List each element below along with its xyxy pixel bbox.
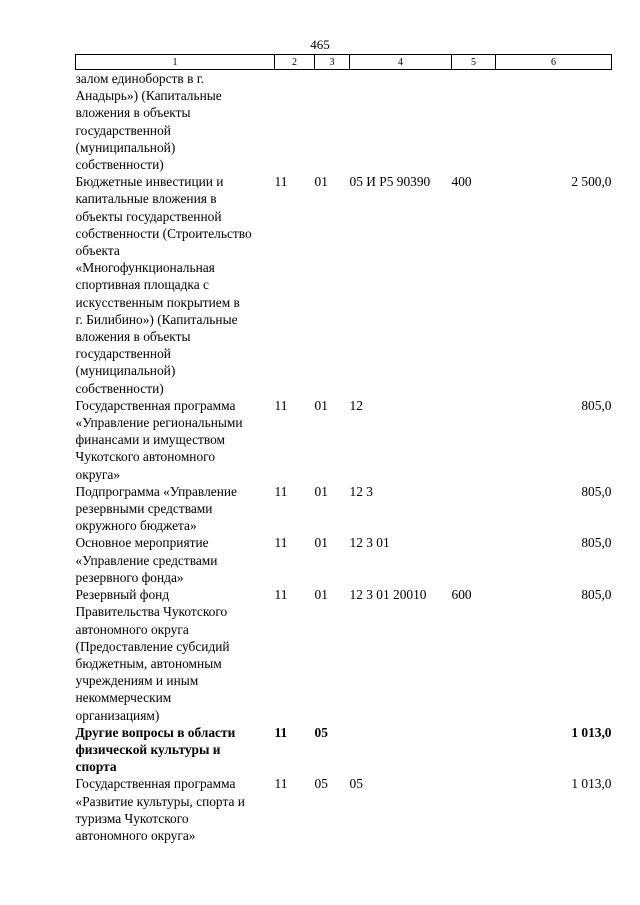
row-name-line: Чукотского автономного (75, 449, 216, 465)
section-code: 11 (274, 397, 288, 413)
row-name-line: собственности) (75, 157, 164, 173)
subsection-code: 01 (314, 397, 328, 413)
row-name-line: Анадырь») (Капитальные (75, 88, 222, 104)
row-name-line: искусственным покрытием в (75, 294, 240, 310)
subsection-code: 01 (314, 483, 328, 499)
amount: 805,0 (581, 587, 612, 603)
row-name-line: Правительства Чукотского (75, 604, 228, 620)
row-name (76, 173, 275, 397)
row-name-line: автономного округа» (75, 827, 196, 843)
target-article-code: 05 (349, 776, 363, 792)
expense-type-code (452, 775, 496, 844)
section-code: 11 (274, 174, 288, 190)
row-name-line: Основное мероприятие (75, 535, 209, 551)
row-name (76, 70, 275, 174)
subsection-code (315, 70, 350, 174)
row-name-line: Другие вопросы в области (75, 724, 236, 740)
row-name-line: организациям) (75, 707, 160, 723)
subsection-code: 01 (314, 587, 328, 603)
column-header-5: 5 (452, 55, 496, 70)
row-name-line: собственности (Строительство (75, 225, 252, 241)
row-name-line: Бюджетные инвестиции и (75, 174, 224, 190)
row-name-line: объекта (75, 243, 120, 259)
row-name-line: вложения в объекты (75, 105, 191, 121)
table-row (76, 397, 612, 483)
expense-type-code (452, 724, 496, 776)
table-row (76, 483, 612, 535)
amount: 2 500,0 (571, 174, 612, 190)
expense-type-code (452, 70, 496, 174)
expense-type-code (452, 483, 496, 535)
column-header-1: 1 (76, 55, 275, 70)
column-header-4: 4 (350, 55, 452, 70)
section-code: 11 (274, 587, 288, 603)
table-row (76, 173, 612, 397)
row-name-line: учреждениям и иным (75, 673, 199, 689)
budget-table (75, 54, 612, 844)
row-name-line: округа» (75, 466, 121, 482)
table-header-row (76, 55, 612, 70)
target-article-code: 12 (349, 397, 363, 413)
amount: 1 013,0 (571, 776, 612, 792)
column-header-2: 2 (275, 55, 315, 70)
target-article-code: 12 3 (349, 483, 373, 499)
expense-type-code: 600 (451, 587, 472, 603)
subsection-code: 01 (314, 535, 328, 551)
section-code: 11 (274, 483, 288, 499)
amount: 805,0 (581, 535, 612, 551)
target-article-code: 05 И Р5 90390 (349, 174, 431, 190)
row-name-line: «Управление региональными (75, 415, 243, 431)
subsection-code: 05 (314, 776, 328, 792)
section-code (275, 70, 315, 174)
table-row (76, 775, 612, 844)
row-name-line: вложения в объекты (75, 329, 191, 345)
row-name-line: спортивная площадка с (75, 277, 209, 293)
row-name-line: туризма Чукотского (75, 810, 189, 826)
row-name-line: объекты государственной (75, 208, 222, 224)
row-name-line: некоммерческим (75, 690, 172, 706)
row-name (76, 586, 275, 724)
row-name-line: автономного округа (75, 621, 189, 637)
row-name-line: (муниципальной) (75, 363, 176, 379)
row-name-line: капитальные вложения в (75, 191, 217, 207)
page-number: 465 (310, 37, 330, 52)
table-row (76, 70, 612, 174)
amount (496, 70, 612, 174)
table-row (76, 724, 612, 776)
row-name-line: резервными средствами (75, 501, 213, 517)
row-name-line: бюджетным, автономным (75, 655, 222, 671)
row-name-line: государственной (75, 122, 171, 138)
row-name-line: (Предоставление субсидий (75, 638, 230, 654)
row-name-line: окружного бюджета» (75, 518, 197, 534)
expense-type-code: 400 (451, 174, 472, 190)
row-name-line: Государственная программа (75, 776, 236, 792)
section-code: 11 (274, 724, 288, 740)
table-body (76, 70, 612, 845)
row-name-line: залом единоборств в г. (75, 71, 205, 86)
row-name (76, 397, 275, 483)
row-name-line: «Управление средствами (75, 552, 218, 568)
row-name-line: (муниципальной) (75, 139, 176, 155)
target-article-code (350, 724, 452, 776)
expense-type-code (452, 397, 496, 483)
amount: 805,0 (581, 397, 612, 413)
row-name-line: «Многофункциональная (75, 260, 215, 276)
row-name-line: Резервный фонд (75, 587, 170, 603)
row-name-line: финансами и имуществом (75, 432, 226, 448)
section-code: 11 (274, 535, 288, 551)
row-name-line: физической культуры и (75, 741, 221, 757)
section-code: 11 (274, 776, 288, 792)
row-name (76, 483, 275, 535)
table-row (76, 586, 612, 724)
row-name-line: Государственная программа (75, 397, 236, 413)
row-name-line: Подпрограмма «Управление (75, 483, 237, 499)
amount: 805,0 (581, 483, 612, 499)
row-name-line: спорта (75, 759, 117, 775)
target-article-code (350, 70, 452, 174)
row-name (76, 775, 275, 844)
row-name-line: государственной (75, 346, 171, 362)
target-article-code: 12 3 01 (349, 535, 390, 551)
column-header-6: 6 (496, 55, 612, 70)
row-name-line: собственности) (75, 380, 164, 396)
row-name-line: г. Билибино») (Капитальные (75, 311, 238, 327)
target-article-code: 12 3 01 20010 (349, 587, 427, 603)
row-name-line: резервного фонда» (75, 569, 184, 585)
table-row (76, 534, 612, 586)
row-name-line: «Развитие культуры, спорта и (75, 793, 245, 809)
amount: 1 013,0 (571, 724, 612, 740)
subsection-code: 05 (314, 724, 328, 740)
column-header-3: 3 (315, 55, 350, 70)
expense-type-code (452, 534, 496, 586)
subsection-code: 01 (314, 174, 328, 190)
row-name (76, 534, 275, 586)
row-name (76, 724, 275, 776)
